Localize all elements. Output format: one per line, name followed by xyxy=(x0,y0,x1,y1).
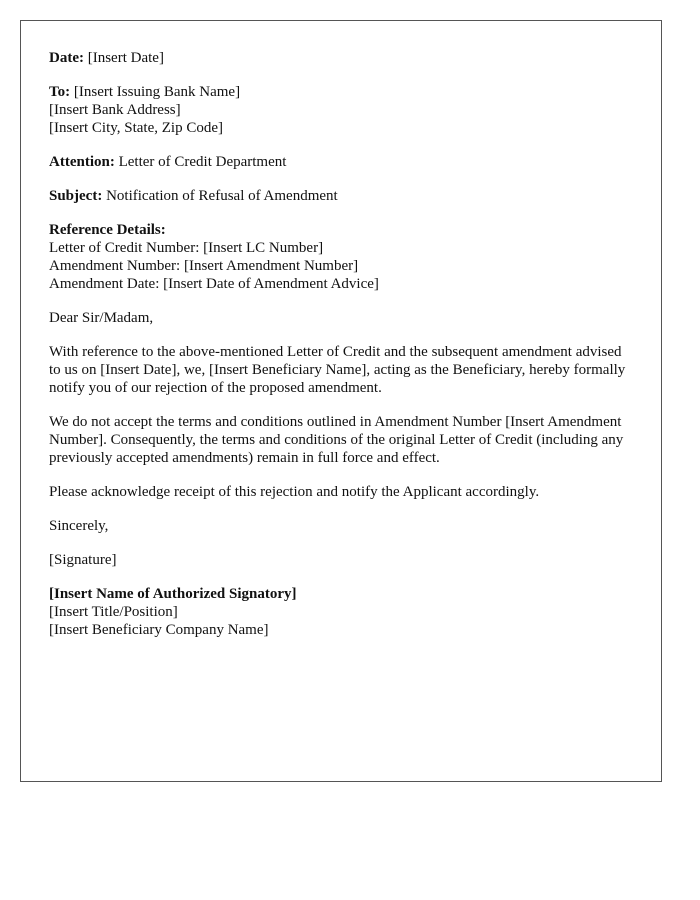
bank-address: [Insert Bank Address] xyxy=(49,102,181,118)
reference-label: Reference Details: xyxy=(49,222,166,238)
closing: Sincerely, xyxy=(49,518,109,534)
to-label: To: xyxy=(49,84,71,100)
attention-label: Attention: xyxy=(49,154,115,170)
attention-value: Letter of Credit Department xyxy=(118,154,287,170)
signatory-name: [Insert Name of Authorized Signatory] xyxy=(49,586,297,602)
bank-city: [Insert City, State, Zip Code] xyxy=(49,120,223,136)
lc-number: Letter of Credit Number: [Insert LC Number] xyxy=(49,240,324,256)
body-paragraph: We do not accept the terms and conditions outlined in Amendment Number [Insert Amendment Number]. Consequently, the terms and conditions of the original Letter of Credit (including any previously accepted amendments) remain in full force and effect. xyxy=(49,414,624,466)
signatory-block xyxy=(49,585,633,639)
reference-block xyxy=(49,221,633,293)
bank-name: [Insert Issuing Bank Name] xyxy=(73,84,241,100)
date-label: Date: xyxy=(49,50,84,66)
subject-value: Notification of Refusal of Amendment xyxy=(106,188,338,204)
amendment-date: Amendment Date: [Insert Date of Amendment Advice] xyxy=(49,276,379,292)
subject-line xyxy=(49,187,633,205)
letter-page xyxy=(20,20,662,782)
amendment-number: Amendment Number: [Insert Amendment Number] xyxy=(49,258,359,274)
recipient-block xyxy=(49,83,633,137)
signatory-company: [Insert Beneficiary Company Name] xyxy=(49,622,269,638)
date-value: [Insert Date] xyxy=(87,50,164,66)
subject-label: Subject: xyxy=(49,188,103,204)
date-line xyxy=(49,49,633,67)
signature: [Signature] xyxy=(49,552,117,568)
salutation: Dear Sir/Madam, xyxy=(49,310,154,326)
signatory-title: [Insert Title/Position] xyxy=(49,604,178,620)
attention-line xyxy=(49,153,633,171)
body-paragraph: With reference to the above-mentioned Letter of Credit and the subsequent amendment advised to us on [Insert Date], we, [Insert Beneficiary Name], acting as the Beneficiary, hereby formally notify you of our rejection of the proposed amendment. xyxy=(49,344,626,396)
body-paragraph: Please acknowledge receipt of this rejection and notify the Applicant accordingly. xyxy=(49,484,540,500)
